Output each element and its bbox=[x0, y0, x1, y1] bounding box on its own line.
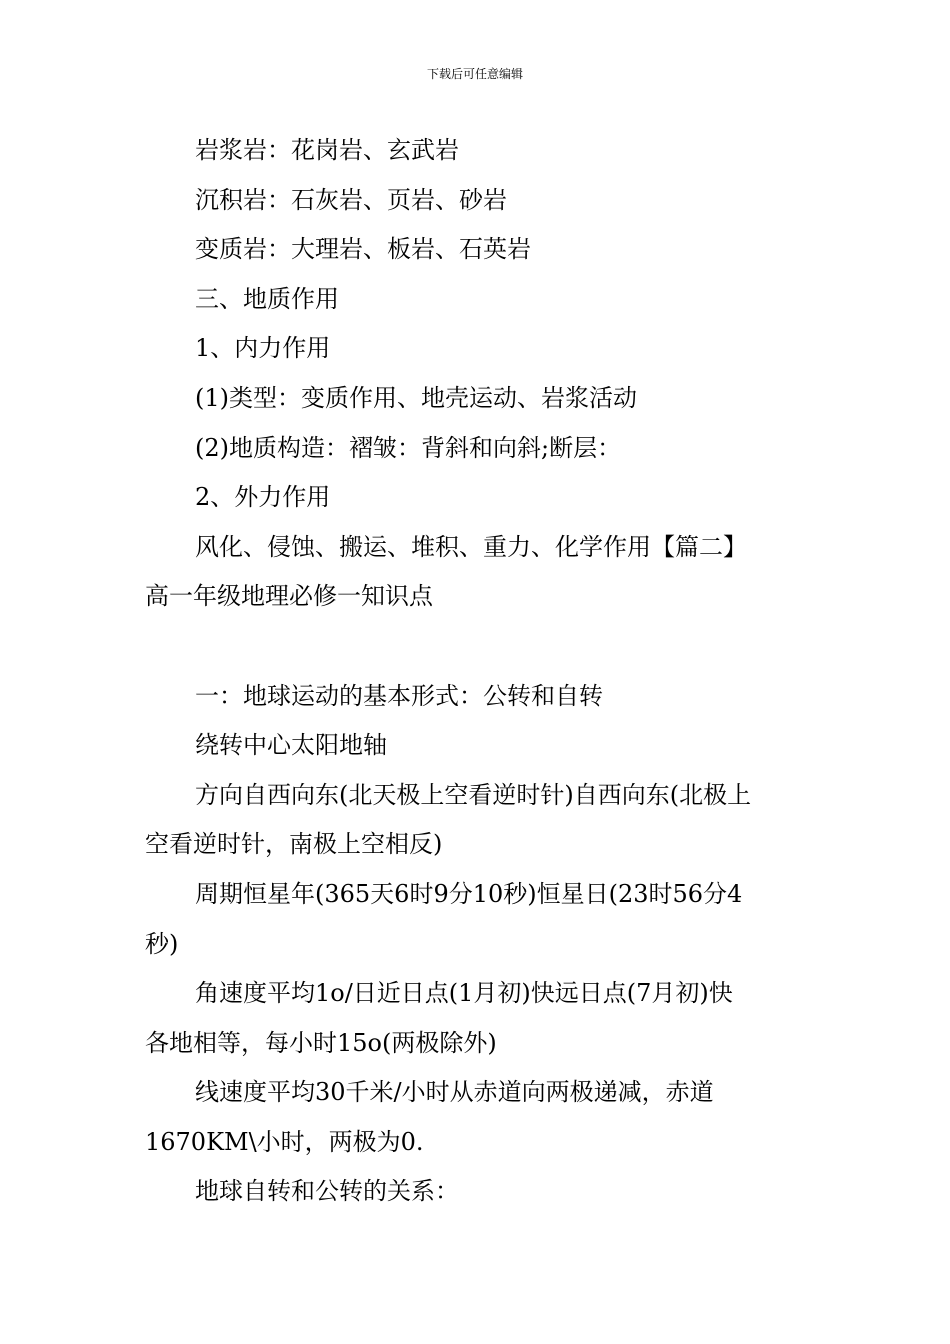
section-heading: 一：地球运动的基本形式：公转和自转 bbox=[195, 681, 603, 710]
text-line: 各地相等，每小时15o(两极除外) bbox=[145, 1028, 497, 1057]
section-heading: 三、地质作用 bbox=[195, 284, 339, 313]
text-line: 线速度平均30千米/小时从赤道向两极递减，赤道 bbox=[195, 1078, 714, 1107]
text-line: (2)地质构造：褶皱：背斜和向斜;断层： bbox=[195, 433, 622, 462]
text-line: 高一年级地理必修一知识点 bbox=[145, 582, 433, 611]
text-line: 沉积岩：石灰岩、页岩、砂岩 bbox=[195, 185, 507, 214]
subsection-heading: 1、内力作用 bbox=[195, 334, 331, 363]
subsection-heading: 2、外力作用 bbox=[195, 483, 331, 512]
text-line: 秒) bbox=[145, 929, 179, 958]
text-line: (1)类型：变质作用、地壳运动、岩浆活动 bbox=[195, 383, 637, 412]
text-line: 变质岩：大理岩、板岩、石英岩 bbox=[195, 235, 531, 264]
blank-line bbox=[145, 622, 807, 672]
text-line: 周期恒星年(365天6时9分10秒)恒星日(23时56分4 bbox=[195, 879, 743, 908]
text-line: 风化、侵蚀、搬运、堆积、重力、化学作用【篇二】 bbox=[195, 532, 747, 561]
text-line: 空看逆时针，南极上空相反) bbox=[145, 830, 443, 859]
text-line: 1670KM\小时，两极为0. bbox=[145, 1127, 424, 1156]
text-line: 绕转中心太阳地轴 bbox=[195, 731, 387, 760]
text-line: 地球自转和公转的关系： bbox=[195, 1177, 459, 1206]
text-line: 岩浆岩：花岗岩、玄武岩 bbox=[195, 136, 459, 164]
text-line: 方向自西向东(北天极上空看逆时针)自西向东(北极上 bbox=[195, 780, 752, 809]
page-header: 下载后可任意编辑 bbox=[426, 67, 523, 81]
document-body bbox=[145, 126, 807, 1217]
text-line: 角速度平均1o/日近日点(1月初)快远日点(7月初)快 bbox=[195, 979, 733, 1008]
